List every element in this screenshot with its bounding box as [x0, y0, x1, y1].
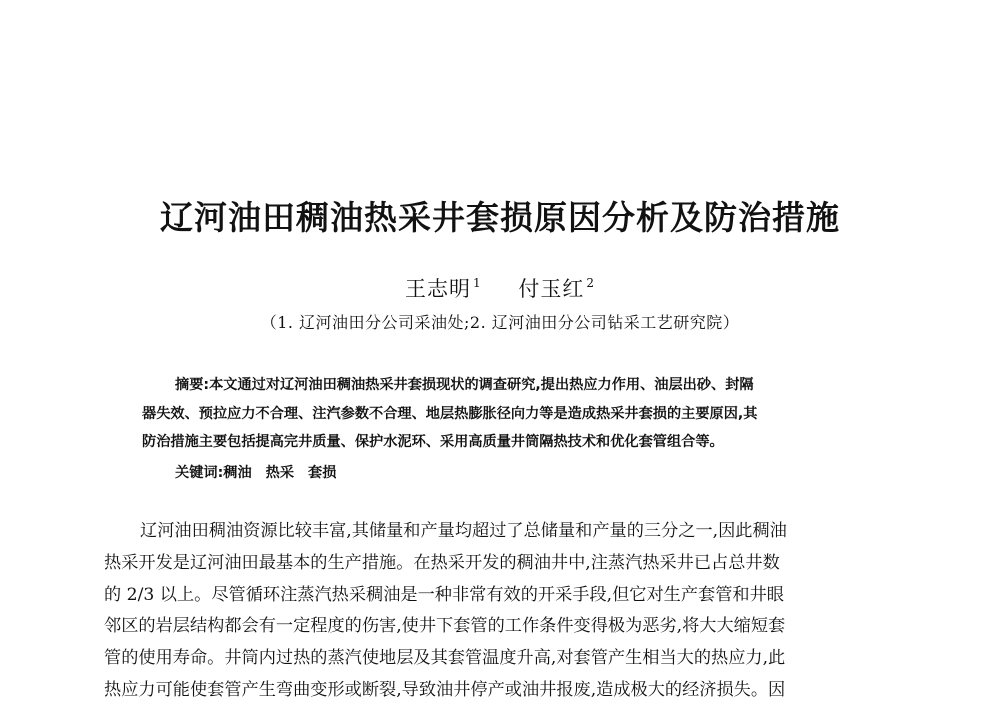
body-line: 的 2/3 以上。尽管循环注蒸汽热采稠油是一种非常有效的开采手段,但它对生产套管和井眼	[104, 584, 784, 605]
body-line: 邻区的岩层结构都会有一定程度的伤害,使井下套管的工作条件变得极为恶劣,将大大缩短套	[104, 616, 786, 637]
paper-title: 辽河油田稠油热采井套损原因分析及防治措施	[160, 198, 840, 237]
keywords	[175, 459, 350, 487]
author-name: 王志明	[405, 277, 472, 301]
body-line: 辽河油田稠油资源比较丰富,其储量和产量均超过了总储量和产量的三分之一,因此稠油	[140, 521, 787, 541]
author-affiliation-mark: 1	[473, 276, 482, 290]
abstract-line	[142, 371, 874, 400]
author-name: 付玉红	[518, 277, 585, 301]
body-text	[104, 516, 904, 707]
keyword: 套损	[308, 465, 337, 481]
abstract-label: 摘要:	[175, 377, 210, 393]
author-1	[405, 268, 482, 304]
author-affiliation-mark: 2	[586, 276, 595, 290]
keyword: 热采	[265, 465, 295, 481]
keywords-label: 关键词:	[175, 465, 224, 481]
abstract-line: 防治措施主要包括提高完井质量、保护水泥环、采用高质量井筒隔热技术和优化套管组合等。	[142, 434, 724, 450]
abstract	[142, 371, 874, 457]
author-list	[0, 268, 1000, 304]
affiliation: （1. 辽河油田分公司采油处;2. 辽河油田分公司钻采工艺研究院）	[260, 313, 740, 332]
author-2	[518, 268, 595, 304]
body-line: 热应力可能使套管产生弯曲变形或断裂,导致油井停产或油井报废,造成极大的经济损失。因	[104, 679, 786, 700]
body-line: 管的使用寿命。井筒内过热的蒸汽使地层及其套管温度升高,对套管产生相当大的热应力,此	[104, 648, 786, 669]
abstract-line: 器失效、预拉应力不合理、注汽参数不合理、地层热膨胀径向力等是造成热采井套损的主要原因,其	[142, 405, 758, 422]
body-line: 热采开发是辽河油田最基本的生产措施。在热采开发的稠油井中,注蒸汽热采井已占总井数	[104, 552, 780, 573]
keyword: 稠油	[223, 465, 252, 481]
abstract-text: 本文通过对辽河油田稠油热采井套损现状的调查研究,提出热应力作用、油层出砂、封隔	[209, 377, 754, 393]
